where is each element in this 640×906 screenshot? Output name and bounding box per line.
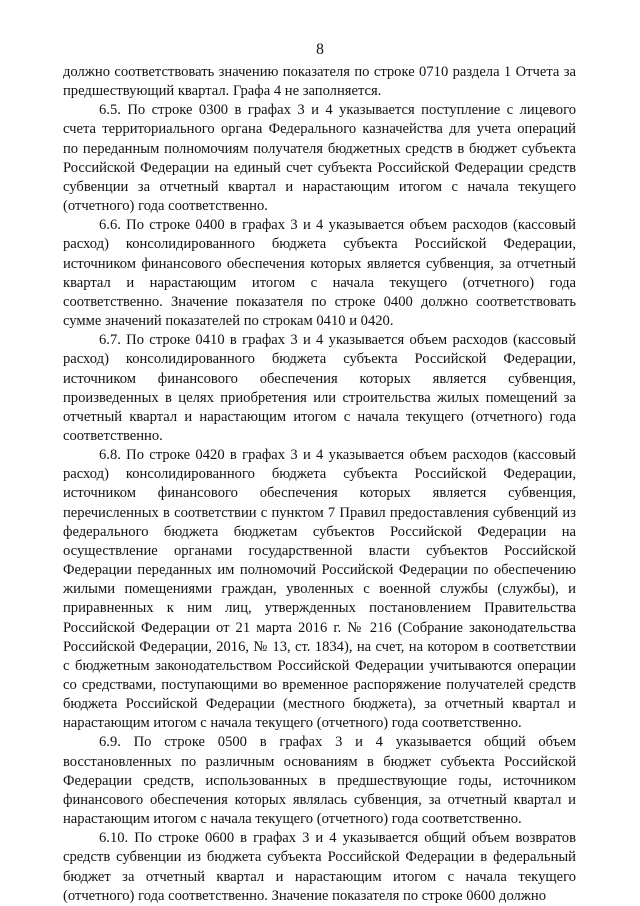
paragraph-6-9: 6.9. По строке 0500 в графах 3 и 4 указывается общий объем восстановленных по различным основаниям в бюджет субъекта Российской Федерации средств, использованных в предшествующие годы, источником финансового обеспечения которых являлась субвенция, за отчетный квартал и нарастающим итогом с начала текущего (отчетного) года соответственно. <box>63 734 576 828</box>
paragraph-continuation: должно соответствовать значению показателя по строке 0710 раздела 1 Отчета за предшествующий квартал. Графа 4 не заполняется. <box>63 64 576 100</box>
paragraph-6-7: 6.7. По строке 0410 в графах 3 и 4 указывается объем расходов (кассовый расход) консолидированного бюджета субъекта Российской Федерации, источником финансового обеспечения которых является субвенция, произведенных в целях приобретения или строительства жилых помещений за отчетный квартал и нарастающим итогом с начала текущего (отчетного) года соответственно. <box>63 332 576 444</box>
paragraph-6-10: 6.10. По строке 0600 в графах 3 и 4 указывается общий объем возвратов средств субвенции из бюджета субъекта Российской Федерации в федеральный бюджет за отчетный квартал и нарастающим итогом с начала текущего (отчетного) года соответственно. Значение показателя по строке 0600 должно <box>63 830 576 904</box>
paragraph-6-5: 6.5. По строке 0300 в графах 3 и 4 указывается поступление с лицевого счета территориального органа Федерального казначейства для учета операций по переданным полномочиям получателя бюджетных средств в бюджет субъекта Российской Федерации на единый счет субъекта Российской Федерации средств субвенции за отчетный квартал и нарастающим итогом с начала текущего (отчетного) года соответственно. <box>63 102 576 215</box>
document-body <box>63 63 576 906</box>
page-number: 8 <box>316 41 324 58</box>
paragraph-6-8: 6.8. По строке 0420 в графах 3 и 4 указывается объем расходов (кассовый расход) консолидированного бюджета субъекта Российской Федерации, источником финансового обеспечения которых является субвенция, перечисленных в соответствии с пунктом 7 Правил предоставления субвенций из федерального бюджета бюджетам субъектов Российской Федерации на осуществление органами государственной власти субъектов Российской Федерации переданных им полномочий Российской Федерации по обеспечению жилыми помещениями граждан, уволенных с военной службы (службы), и приравненных к ним лиц, утвержденных постановлением Правительства Российской Федерации от 21 марта 2016 г. № 216 (Собрание законодательства Российской Федерации, 2016, № 13, ст. 1834), на счет, на котором в соответствии с бюджетным законодательством Российской Федерации учитываются операции со средствами, поступающими во временное распоряжение получателей средств бюджета Российской Федерации (местного бюджета), за отчетный квартал и нарастающим итогом с начала текущего (отчетного) года соответственно. <box>63 447 576 732</box>
paragraph-6-6: 6.6. По строке 0400 в графах 3 и 4 указывается объем расходов (кассовый расход) консолидированного бюджета субъекта Российской Федерации, источником финансового обеспечения которых является субвенция, за отчетный квартал и нарастающим итогом с начала текущего (отчетного) года соответственно. Значение показателя по строке 0400 должно соответствовать сумме значений показателей по строкам 0410 и 0420. <box>63 217 576 330</box>
